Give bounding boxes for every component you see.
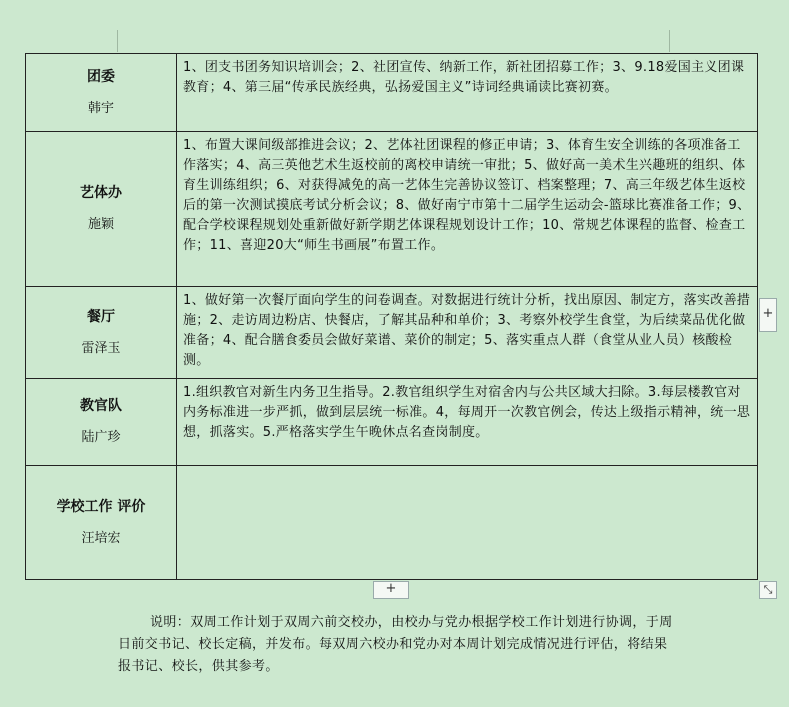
- content-cell[interactable]: 1、布置大课间级部推进会议；2、艺体社团课程的修正申请；3、体育生安全训练的各项准备工作落实；4、高三英他艺术生返校前的离校申请统一审批；5、做好高一美术生兴趣班的组织、体育生训练组织；6、对获得减免的高一艺体生完善协议签订、档案整理；7、高三年级艺体生返校后的第一次测试摸底考试分析会议；8、做好南宁市第十二届学生运动会-篮球比赛准备工作；9、配合学校课程规划处重新做好新学期艺体课程规划设计工作；10、常规艺体课程的监督、检查工作；11、喜迎20大“师生书画展”布置工作。: [177, 132, 758, 287]
- department-name: 教官队: [80, 398, 122, 414]
- department-name: 学校工作 评价: [56, 498, 146, 515]
- table-row: [26, 132, 758, 287]
- department-cell[interactable]: [26, 132, 177, 287]
- content-cell[interactable]: 1、团支书团务知识培训会；2、社团宣传、纳新工作，新社团招募工作；3、9.18爱国主义团课教育；4、第三届“传承民族经典，弘扬爱国主义”诗词经典诵读比赛初赛。: [177, 54, 758, 132]
- content-cell[interactable]: 1.组织教官对新生内务卫生指导。2.教官组织学生对宿舍内与公共区域大扫除。3.每层楼教官对内务标准进一步严抓，做到层层统一标准。4，每周开一次教官例会，传达上级指示精神，统一思想，抓落实。5.严格落实学生午晚休点名查岗制度。: [177, 379, 758, 466]
- person-name: 雷泽玉: [81, 340, 121, 356]
- department-name: 餐厅: [87, 308, 115, 325]
- content-cell[interactable]: [177, 466, 758, 580]
- table-row: [26, 287, 758, 379]
- department-name: 团委: [87, 68, 115, 85]
- resize-handle-icon[interactable]: ⤡: [759, 581, 777, 599]
- department-cell[interactable]: [26, 466, 177, 580]
- person-name: 施颖: [87, 217, 114, 232]
- corner-mark-left: [117, 30, 118, 52]
- add-row-button[interactable]: +: [373, 581, 409, 599]
- department-name: 艺体办: [80, 185, 122, 201]
- department-cell[interactable]: [26, 54, 177, 132]
- content-cell[interactable]: 1、做好第一次餐厅面向学生的问卷调查。对数据进行统计分析，找出原因、制定方，落实改善措施；2、走访周边粉店、快餐店，了解其品种和单价；3、考察外校学生食堂，为后续菜品优化做准备；4、配合膳食委员会做好菜谱、菜价的制定；5、落实重点人群（食堂从业人员）核酸检测。: [177, 287, 758, 379]
- corner-mark-right: [669, 30, 670, 52]
- table-row: [26, 466, 758, 580]
- department-cell[interactable]: [26, 287, 177, 379]
- table-row: [26, 379, 758, 466]
- department-cell[interactable]: [26, 379, 177, 466]
- person-name: 汪培宏: [81, 530, 121, 546]
- person-name: 陆广珍: [81, 430, 121, 445]
- table-row: [26, 54, 758, 132]
- add-column-button[interactable]: +: [759, 298, 777, 332]
- person-name: 韩宇: [87, 100, 114, 116]
- explanatory-note: 说明：双周工作计划于双周六前交校办，由校办与党办根据学校工作计划进行协调，于周日前交书记、校长定稿，并发布。每双周六校办和党办对本周计划完成情况进行评估，将结果报书记、校长，供其参考。: [118, 615, 673, 674]
- work-plan-table: [25, 53, 758, 580]
